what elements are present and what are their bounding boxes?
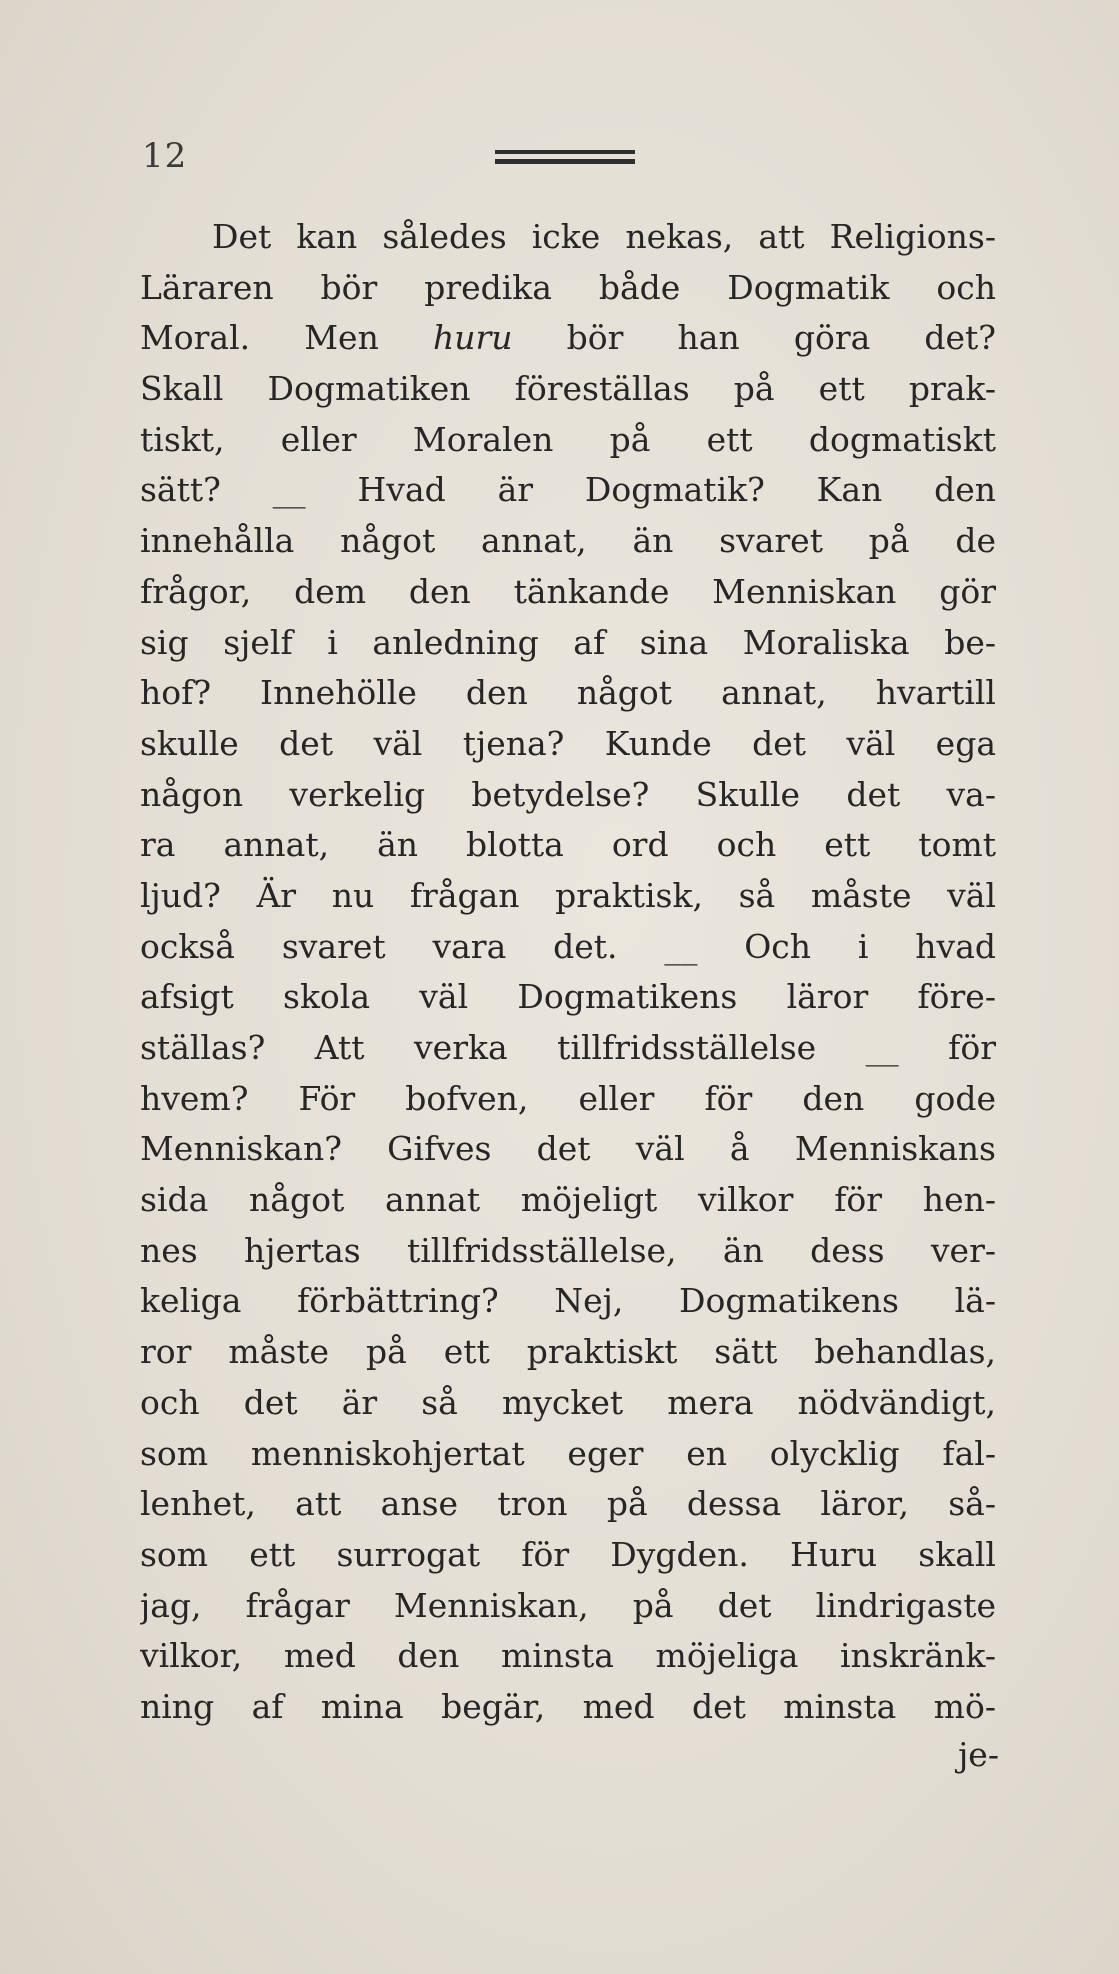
text-line: sida något annat möjeligt vilkor för hen- (140, 1180, 996, 1220)
text-line: Menniskan? Gifves det väl å Menniskans (140, 1129, 996, 1169)
text-line: vilkor, med den minsta möjeliga inskränk- (140, 1636, 996, 1676)
text-line: Det kan således icke nekas, att Religions- (212, 217, 996, 256)
rule-bar-top (495, 150, 635, 154)
text-line: ställas? Att verka tillfridsställelse __ för (140, 1028, 996, 1067)
ornamental-rule (495, 150, 635, 164)
text-line: någon verkelig betydelse? Skulle det va- (140, 774, 996, 814)
text-line: som menniskohjertat eger en olycklig fal- (140, 1433, 996, 1473)
text-line: Läraren bör predika både Dogmatik och (140, 267, 996, 307)
text-line: nes hjertas tillfridsställelse, än dess ver- (140, 1230, 996, 1270)
text-line: ljud? Är nu frågan praktisk, så måste väl (140, 875, 996, 915)
text-line: frågor, dem den tänkande Menniskan gör (140, 571, 996, 611)
text-line: hof? Innehölle den något annat, hvartill (140, 673, 996, 713)
text-line: också svaret vara det. __ Och i hvad (140, 926, 996, 966)
text-line: afsigt skola väl Dogmatikens läror före- (140, 977, 996, 1017)
text-line: sätt? __ Hvad är Dogmatik? Kan den (140, 470, 996, 510)
text-line: keliga förbättring? Nej, Dogmatikens lä- (140, 1281, 996, 1321)
text-line: jag, frågar Menniskan, på det lindrigaste (140, 1585, 996, 1625)
catchword: je- (958, 1735, 999, 1774)
text-line: hvem? För bofven, eller för den gode (140, 1078, 996, 1118)
text-line: och det är så mycket mera nödvändigt, (140, 1382, 996, 1422)
text-line: skulle det väl tjena? Kunde det väl ega (140, 723, 996, 763)
text-line: lenhet, att anse tron på dessa läror, så- (140, 1484, 996, 1524)
text-line: som ett surrogat för Dygden. Huru skall (140, 1534, 996, 1574)
body-text (140, 212, 996, 1733)
text-line: Skall Dogmatiken föreställas på ett prak- (140, 369, 996, 409)
text-line: Moral. Men huru bör han göra det? (140, 318, 996, 358)
text-line: sig sjelf i anledning af sina Moraliska be- (140, 622, 996, 662)
page-number: 12 (142, 136, 188, 176)
rule-bar-bottom (495, 159, 635, 164)
text-line: ning af mina begär, med det minsta mö- (140, 1686, 996, 1726)
text-line: tiskt, eller Moralen på ett dogmatiskt (140, 419, 996, 459)
text-line: ror måste på ett praktiskt sätt behandlas, (140, 1332, 996, 1372)
text-line: innehålla något annat, än svaret på de (140, 521, 996, 561)
text-line: ra annat, än blotta ord och ett tomt (140, 825, 996, 865)
